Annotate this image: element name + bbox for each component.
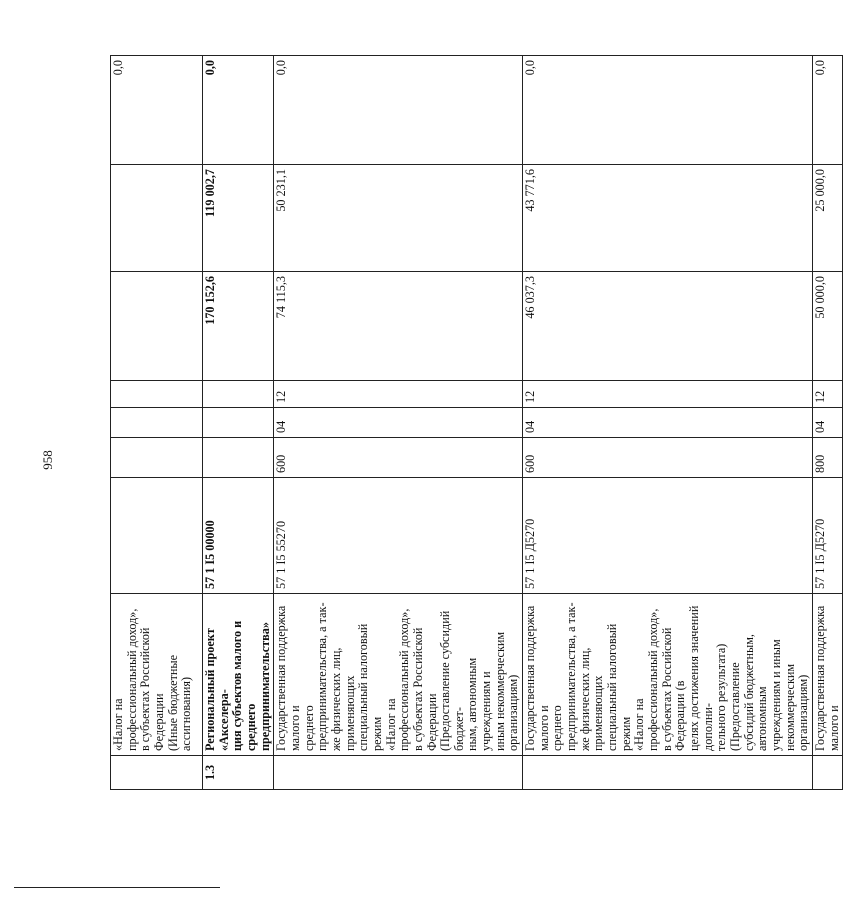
row-name: Государственная поддержка малого и среднего предпринимательства, а так- же физических лиц, применяющих специальный налоговый режим «Налог на профессиональный доход», в субъектах Российской Федерации (в целях достижения значений дополни- тельного результата) (Предоставление субсидий бюджетным, автономным учреждениям и иным некоммерческим организациям): [523, 594, 813, 756]
row-pr: [111, 381, 203, 408]
row-rz: [203, 408, 274, 438]
row-vr: 600: [274, 438, 523, 478]
row-rz: 04: [274, 408, 523, 438]
row-number: 1.3: [203, 756, 274, 790]
table-row: [274, 56, 523, 790]
table-row: [523, 56, 813, 790]
row-amount-1: 50 000,0: [812, 272, 842, 381]
row-amount-1: 46 037,3: [523, 272, 813, 381]
row-name: Государственная поддержка малого и среднего предпринимательства, а так- же физических лиц, применяющих специальный налоговый режим «Налог на профессиональный доход», в субъектах Российской Федерации (Предоставление субсидий бюджет- ным, автономным учреждениям и иным некоммерческим организациям): [274, 594, 523, 756]
row-number: [523, 756, 813, 790]
rotated-table-wrapper: [110, 56, 841, 790]
row-amount-2: 25 000,0: [812, 165, 842, 272]
row-amount-2: 50 231,1: [274, 165, 523, 272]
row-rz: 04: [812, 408, 842, 438]
table-row: [111, 56, 203, 790]
row-rz: 04: [523, 408, 813, 438]
table-row: [812, 56, 842, 790]
row-name: Государственная поддержка малого и: [812, 594, 842, 756]
row-code: 57 1 I5 55270: [274, 478, 523, 594]
row-amount-3: 0,0: [812, 56, 842, 165]
row-amount-1: 170 152,6: [203, 272, 274, 381]
row-amount-2: 43 771,6: [523, 165, 813, 272]
row-pr: 12: [523, 381, 813, 408]
row-vr: 800: [812, 438, 842, 478]
page-number: 958: [40, 450, 55, 470]
row-code: 57 1 I5 00000: [203, 478, 274, 594]
row-code: 57 1 I5 Д5270: [812, 478, 842, 594]
row-code: [111, 478, 203, 594]
row-amount-3: 0,0: [203, 56, 274, 165]
row-code: 57 1 I5 Д5270: [523, 478, 813, 594]
row-amount-1: [111, 272, 203, 381]
row-name: Региональный проект «Акселера- ция субъектов малого и среднего предпринимательства»: [203, 594, 274, 756]
row-amount-1: 74 115,3: [274, 272, 523, 381]
row-pr: 12: [812, 381, 842, 408]
budget-table: [110, 55, 843, 790]
footnote-rule: [14, 887, 220, 888]
row-amount-3: 0,0: [523, 56, 813, 165]
row-vr: [111, 438, 203, 478]
row-number: [111, 756, 203, 790]
row-number: [274, 756, 523, 790]
row-pr: 12: [274, 381, 523, 408]
row-number: [812, 756, 842, 790]
row-pr: [203, 381, 274, 408]
row-amount-3: 0,0: [111, 56, 203, 165]
row-vr: 600: [523, 438, 813, 478]
row-amount-2: 119 002,7: [203, 165, 274, 272]
row-vr: [203, 438, 274, 478]
row-rz: [111, 408, 203, 438]
row-name: «Налог на профессиональный доход», в субъектах Российской Федерации (Иные бюджетные ассигнования): [111, 594, 203, 756]
row-amount-3: 0,0: [274, 56, 523, 165]
row-amount-2: [111, 165, 203, 272]
table-row: [203, 56, 274, 790]
